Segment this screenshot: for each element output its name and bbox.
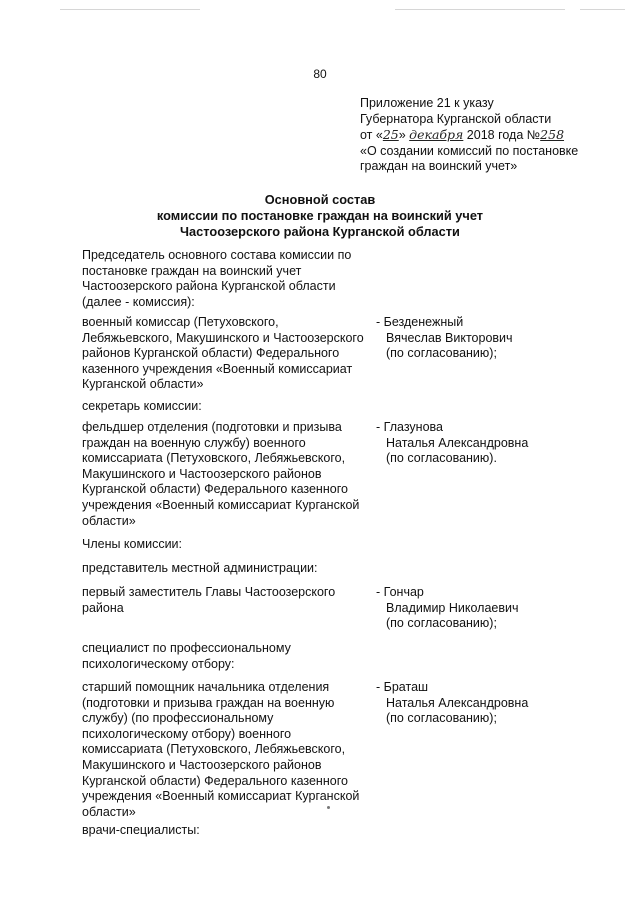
person-name: Наталья Александровна xyxy=(386,435,529,450)
scan-artifact-line xyxy=(60,9,200,10)
senior-assistant-position: старший помощник начальника отделения (подготовки и призыва граждан на военную службу) (по профессиональному психологическому отбору) военного комиссариата (Петуховского, Лебяжьевского, Макушинского и Частоозерского районов Курганской области) Федерального казенного учреждения «Военный комиссариат Курганской области» xyxy=(82,680,360,819)
scan-speck xyxy=(327,806,330,809)
commissar-position: военный комиссар (Петуховского, Лебяжьевского, Макушинского и Частоозерского районов Курганской области) Федерального казенного учреждения «Военный комиссариат Курганской области» xyxy=(82,315,364,392)
secretary-heading: секретарь комиссии: xyxy=(82,399,202,413)
senior-assistant-person: - Браташ Наталья Александровна (по согласованию); xyxy=(376,680,616,727)
appendix-line-1: Приложение 21 к указу xyxy=(360,96,494,110)
scan-artifact-line xyxy=(580,9,625,10)
date-mid: » xyxy=(398,128,410,143)
appendix-line-2: Губернатора Курганской области xyxy=(360,111,552,126)
first-deputy-person: - Гончар Владимир Николаевич (по согласованию); xyxy=(376,585,616,632)
person-note: (по согласованию); xyxy=(386,616,497,631)
handwritten-day: 25 xyxy=(382,127,399,143)
chair-heading: Председатель основного состава комиссии по постановке граждан на воинский учет Частоозерского района Курганской области (далее - комиссия): xyxy=(82,248,352,309)
scan-artifact-line xyxy=(395,9,565,10)
person-name: Владимир Николаевич xyxy=(386,600,519,615)
title-line-1: Основной состав xyxy=(264,192,376,207)
person-name: Наталья Александровна xyxy=(386,695,529,710)
psych-heading: специалист по профессиональному психологическому отбору: xyxy=(82,641,291,671)
person-note: (по согласованию). xyxy=(386,451,497,466)
appendix-line-4: «О создании комиссий по постановке xyxy=(360,143,579,158)
person-surname: Безденежный xyxy=(383,315,464,329)
handwritten-number: 258 xyxy=(540,127,565,143)
handwritten-month: декабря xyxy=(409,127,464,143)
person-note: (по согласованию); xyxy=(386,711,497,726)
page-number: 80 xyxy=(313,67,327,81)
document-title xyxy=(0,192,640,239)
first-deputy-position: первый заместитель Главы Частоозерского района xyxy=(82,585,336,615)
doctors-heading: врачи-специалисты: xyxy=(82,823,200,837)
local-admin-heading: представитель местной администрации: xyxy=(82,561,318,575)
date-prefix: от « xyxy=(360,128,383,143)
person-surname: Глазунова xyxy=(383,420,443,434)
secretary-person: - Глазунова Наталья Александровна (по согласованию). xyxy=(376,420,616,467)
commissar-person: - Безденежный Вячеслав Викторович (по согласованию); xyxy=(376,315,616,362)
date-year: 2018 года № xyxy=(463,128,541,143)
person-name: Вячеслав Викторович xyxy=(386,330,513,345)
appendix-block xyxy=(360,96,610,175)
appendix-date-line xyxy=(360,127,610,144)
secretary-position: фельдшер отделения (подготовки и призыва граждан на военную службу) военного комиссариата (Петуховского, Лебяжьевского, Макушинского и Частоозерского районов Курганской области) Федерального казенного учреждения «Военный комиссариат Курганской области» xyxy=(82,420,360,528)
members-heading: Члены комиссии: xyxy=(82,537,183,551)
person-surname: Браташ xyxy=(383,680,429,694)
title-line-2: комиссии по постановке граждан на воинский учет xyxy=(156,207,484,223)
person-surname: Гончар xyxy=(383,585,424,599)
person-note: (по согласованию); xyxy=(386,346,497,361)
appendix-line-5: граждан на воинский учет» xyxy=(360,159,518,174)
title-line-3: Частоозерского района Курганской области xyxy=(180,223,460,239)
